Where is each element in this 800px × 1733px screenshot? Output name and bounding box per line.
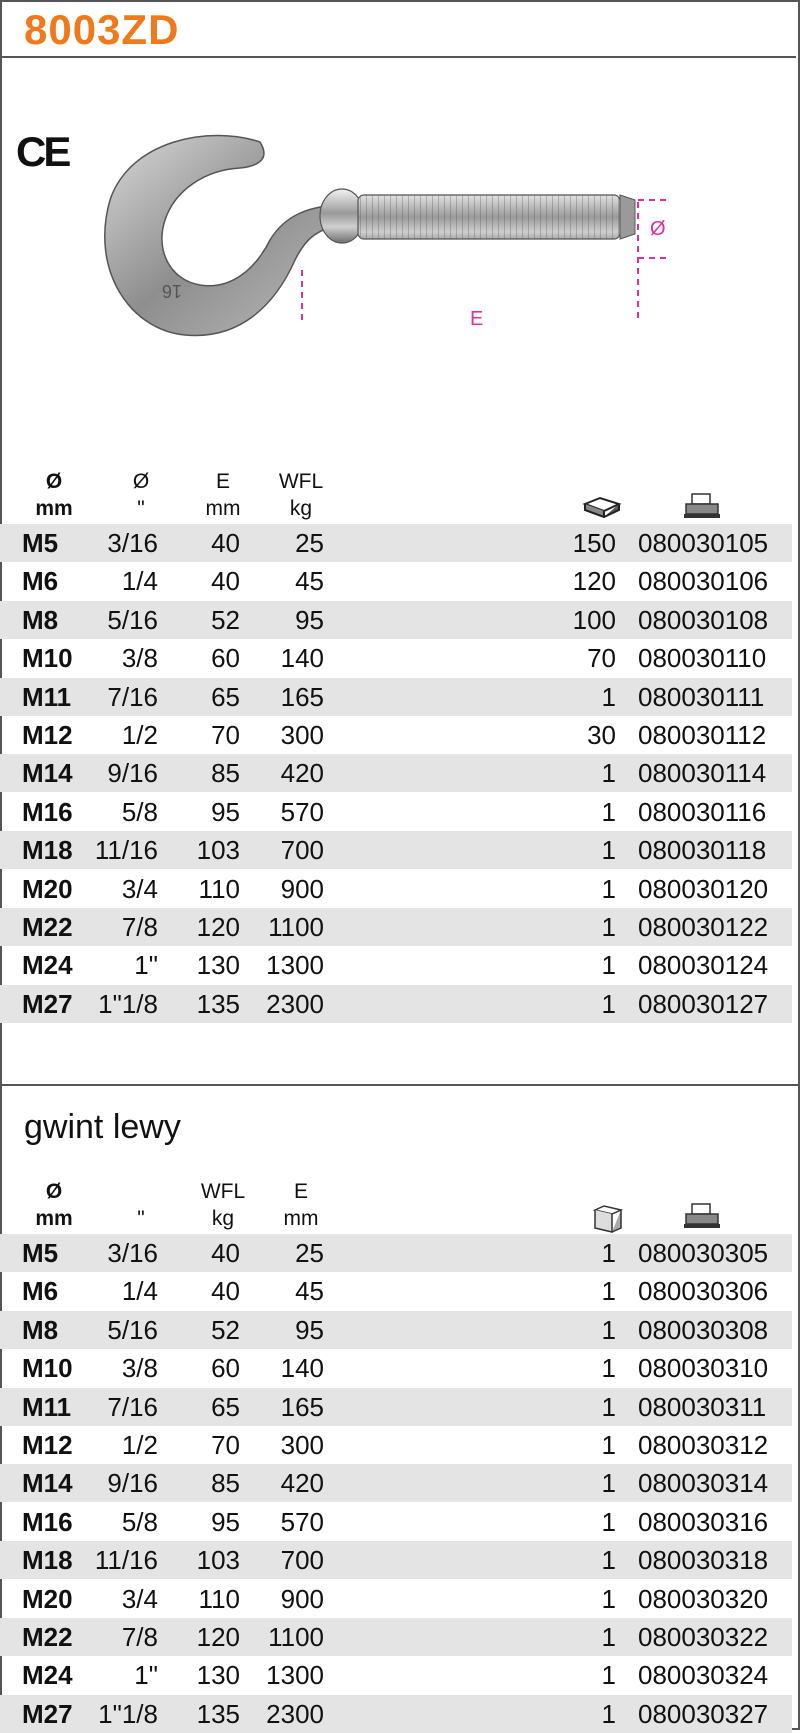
cell-item-code: 080030124 [638,950,769,981]
cell-size: M6 [22,1276,59,1307]
cell-item-code: 080030116 [638,796,767,827]
cell-item-code: 080030308 [638,1314,769,1345]
cell-inch: 7/16 [107,681,158,712]
table-row [0,678,792,716]
cell-wfl: 420 [280,1468,324,1499]
cell-size: M10 [22,643,73,674]
cell-item-code: 080030324 [638,1660,769,1691]
cell-wfl: 1100 [268,1622,324,1652]
cell-wfl: 140 [280,1353,324,1384]
cell-pack-qty: 1 [601,1353,616,1384]
cell-e: 130 [196,950,240,981]
cell-pack-qty: 1 [601,950,616,981]
cell-size: M5 [22,1238,59,1268]
cell-item-code: 080030110 [638,643,767,674]
table-row [0,1349,792,1387]
header-size-unit: mm [35,497,73,520]
header-inch-unit: " [137,497,145,520]
title-bar [0,0,796,58]
cell-inch: 1"1/8 [98,988,158,1019]
cell-size: M18 [22,835,73,866]
cell-wfl: 25 [295,528,324,558]
cell-inch: 3/4 [121,873,158,904]
cell-item-code: 080030327 [638,1698,769,1729]
cell-e: 120 [196,1622,240,1652]
cell-e: 65 [211,1391,240,1422]
cell-e: 40 [211,1238,240,1268]
header-e-top: E [293,1180,308,1203]
cell-pack-qty: 30 [587,720,616,750]
cell-e: 95 [211,1506,240,1537]
cell-size: M12 [22,1430,73,1460]
hook-body [105,135,345,335]
cell-pack-qty: 1 [601,796,616,827]
cell-e: 52 [211,604,240,635]
cell-e: 40 [211,1276,240,1307]
cell-size: M11 [22,1391,72,1422]
cell-pack-qty: 1 [601,1391,616,1422]
cell-inch: 7/8 [121,1622,158,1652]
header-size-unit: mm [35,1207,73,1230]
cell-inch: 11/16 [94,1545,158,1576]
cell-size: M22 [22,912,73,942]
cell-wfl: 95 [295,1314,324,1345]
cell-item-code: 080030105 [638,528,769,558]
cell-e: 95 [211,796,240,827]
cell-item-code: 080030112 [638,720,767,750]
cell-wfl: 2300 [266,1698,324,1729]
cell-inch: 3/16 [107,528,158,558]
box-icon [582,494,622,518]
cell-item-code: 080030322 [638,1622,769,1652]
cell-size: M8 [22,604,59,635]
hook-bolt-illustration [90,130,770,360]
cell-wfl: 45 [295,1276,324,1307]
hook-stamp: 16 [161,281,182,301]
table-row [0,1272,792,1310]
cell-pack-qty: 1 [601,873,616,904]
cell-inch: 1"1/8 [98,1698,158,1729]
cell-inch: 5/8 [121,796,158,827]
cell-inch: 1/4 [121,1276,158,1307]
dim-diameter-label: Ø [650,218,666,240]
table-row [0,1464,792,1502]
table-row [0,1426,792,1464]
cell-inch: 7/8 [121,912,158,942]
ce-mark: CE [16,128,69,175]
cell-wfl: 165 [280,681,324,712]
cell-wfl: 420 [280,758,324,789]
cell-e: 52 [211,1314,240,1345]
cell-e: 103 [196,835,240,866]
table-row [0,1695,792,1733]
table-row [0,562,792,600]
cell-e: 135 [196,988,240,1019]
table-row [0,870,792,908]
cell-item-code: 080030310 [638,1353,769,1384]
table-row [0,1541,792,1579]
header-wfl-top: WFL [200,1180,246,1203]
header-size-top: Ø [45,1180,63,1203]
cell-item-code: 080030122 [638,912,769,942]
cell-wfl: 2300 [266,988,324,1019]
cell-size: M16 [22,1506,73,1537]
cell-pack-qty: 150 [572,528,616,558]
table-row [0,1388,792,1426]
cell-wfl: 900 [280,1583,324,1614]
cell-wfl: 165 [280,1391,324,1422]
table-row [0,1580,792,1618]
cell-e: 40 [211,528,240,558]
section-divider [0,1084,800,1086]
cell-wfl: 1300 [266,1660,324,1691]
cell-pack-qty: 1 [601,1583,616,1614]
table-row [0,1234,792,1272]
cell-e: 40 [211,566,240,597]
cell-e: 60 [211,643,240,674]
cell-size: M27 [22,988,73,1019]
cell-pack-qty: 1 [601,1276,616,1307]
cell-item-code: 080030320 [638,1583,769,1614]
cell-pack-qty: 1 [601,681,616,712]
cell-e: 103 [196,1545,240,1576]
header-wfl-top: WFL [278,470,324,493]
table-row [0,908,792,946]
cell-pack-qty: 120 [572,566,616,597]
cell-item-code: 080030318 [638,1545,769,1576]
cell-e: 85 [211,758,240,789]
cell-inch: 5/8 [121,1506,158,1537]
cell-pack-qty: 1 [601,1468,616,1499]
cell-inch: 1" [134,1660,158,1691]
threaded-shank [358,195,620,239]
cell-item-code: 080030114 [638,758,767,789]
cell-item-code: 080030127 [638,988,769,1019]
header-wfl-unit: kg [211,1207,235,1230]
cell-wfl: 570 [280,796,324,827]
cell-size: M20 [22,873,73,904]
table-row [0,793,792,831]
cell-size: M14 [22,758,73,789]
cell-item-code: 080030311 [638,1391,767,1422]
cell-size: M14 [22,1468,73,1499]
cell-pack-qty: 1 [601,1698,616,1729]
cell-e: 70 [211,1430,240,1460]
cell-wfl: 700 [280,1545,324,1576]
cell-size: M10 [22,1353,73,1384]
cell-size: M18 [22,1545,73,1576]
cell-pack-qty: 1 [601,988,616,1019]
cell-e: 60 [211,1353,240,1384]
cell-wfl: 1100 [268,912,324,942]
cell-item-code: 080030108 [638,604,769,635]
cell-size: M24 [22,950,73,981]
cell-pack-qty: 70 [587,643,616,674]
table-row [0,1656,792,1694]
cell-item-code: 080030118 [638,835,767,866]
header-e-top: E [215,470,230,493]
cell-size: M27 [22,1698,73,1729]
cell-wfl: 300 [280,1430,324,1460]
cell-wfl: 700 [280,835,324,866]
cell-pack-qty: 100 [572,604,616,635]
table-row [0,1618,792,1656]
cell-item-code: 080030306 [638,1276,769,1307]
cell-wfl: 45 [295,566,324,597]
cell-pack-qty: 1 [601,1314,616,1345]
cell-size: M5 [22,528,59,558]
header-e-unit: mm [205,497,241,520]
cell-wfl: 300 [280,720,324,750]
cell-size: M11 [22,681,72,712]
cell-item-code: 080030312 [638,1430,769,1460]
cell-inch: 3/4 [121,1583,158,1614]
cell-pack-qty: 1 [601,1430,616,1460]
table-row [0,985,792,1023]
cell-item-code: 080030111 [638,681,765,712]
cell-size: M22 [22,1622,73,1652]
cell-pack-qty: 1 [601,912,616,942]
cell-wfl: 570 [280,1506,324,1537]
cell-wfl: 25 [295,1238,324,1268]
table-row [0,1503,792,1541]
cell-inch: 1/2 [121,720,158,750]
cell-inch: 3/16 [107,1238,158,1268]
header-size-top: Ø [45,470,63,493]
cell-e: 110 [198,1583,240,1614]
header-inch-unit: " [137,1207,145,1230]
cell-e: 110 [198,873,240,904]
cell-size: M16 [22,796,73,827]
cell-e: 120 [196,912,240,942]
cell-wfl: 140 [280,643,324,674]
table-row [0,524,792,562]
cell-size: M6 [22,566,59,597]
cell-inch: 1/2 [121,1430,158,1460]
cell-item-code: 080030316 [638,1506,769,1537]
cell-item-code: 080030106 [638,566,769,597]
cell-item-code: 080030314 [638,1468,769,1499]
cell-item-code: 080030305 [638,1238,769,1268]
table-row [0,754,792,792]
header-e-unit: mm [283,1207,319,1230]
cell-e: 135 [196,1698,240,1729]
cell-e: 70 [211,720,240,750]
printer-icon [682,1202,722,1230]
cell-wfl: 95 [295,604,324,635]
left-thread-subtitle: gwint lewy [24,1108,181,1146]
cell-size: M20 [22,1583,73,1614]
cell-pack-qty: 1 [601,1506,616,1537]
cell-wfl: 1300 [266,950,324,981]
cell-size: M12 [22,720,73,750]
cell-item-code: 080030120 [638,873,769,904]
cell-inch: 3/8 [121,643,158,674]
cell-inch: 1/4 [121,566,158,597]
cell-wfl: 900 [280,873,324,904]
table-row [0,639,792,677]
header-inch-top: Ø [132,470,150,493]
cell-pack-qty: 1 [601,835,616,866]
cell-inch: 9/16 [107,758,158,789]
cell-inch: 11/16 [94,835,158,866]
cell-pack-qty: 1 [601,1622,616,1652]
table-row [0,601,792,639]
table-row [0,946,792,984]
table-row [0,716,792,754]
cell-e: 130 [196,1660,240,1691]
cell-pack-qty: 1 [601,1545,616,1576]
cell-inch: 5/16 [107,604,158,635]
cell-inch: 7/16 [107,1391,158,1422]
header-wfl-unit: kg [289,497,313,520]
cell-pack-qty: 1 [601,1660,616,1691]
cell-e: 65 [211,681,240,712]
cell-size: M8 [22,1314,59,1345]
cell-size: M24 [22,1660,73,1691]
cell-pack-qty: 1 [601,758,616,789]
cell-inch: 3/8 [121,1353,158,1384]
cell-inch: 9/16 [107,1468,158,1499]
table-row [0,831,792,869]
printer-icon [682,492,722,520]
dim-length-label: E [470,308,484,330]
carton-icon [592,1204,624,1234]
cell-inch: 5/16 [107,1314,158,1345]
product-code-title: 8003ZD [24,6,180,53]
cell-pack-qty: 1 [601,1238,616,1268]
cell-e: 85 [211,1468,240,1499]
table-row [0,1311,792,1349]
cell-inch: 1" [134,950,158,981]
